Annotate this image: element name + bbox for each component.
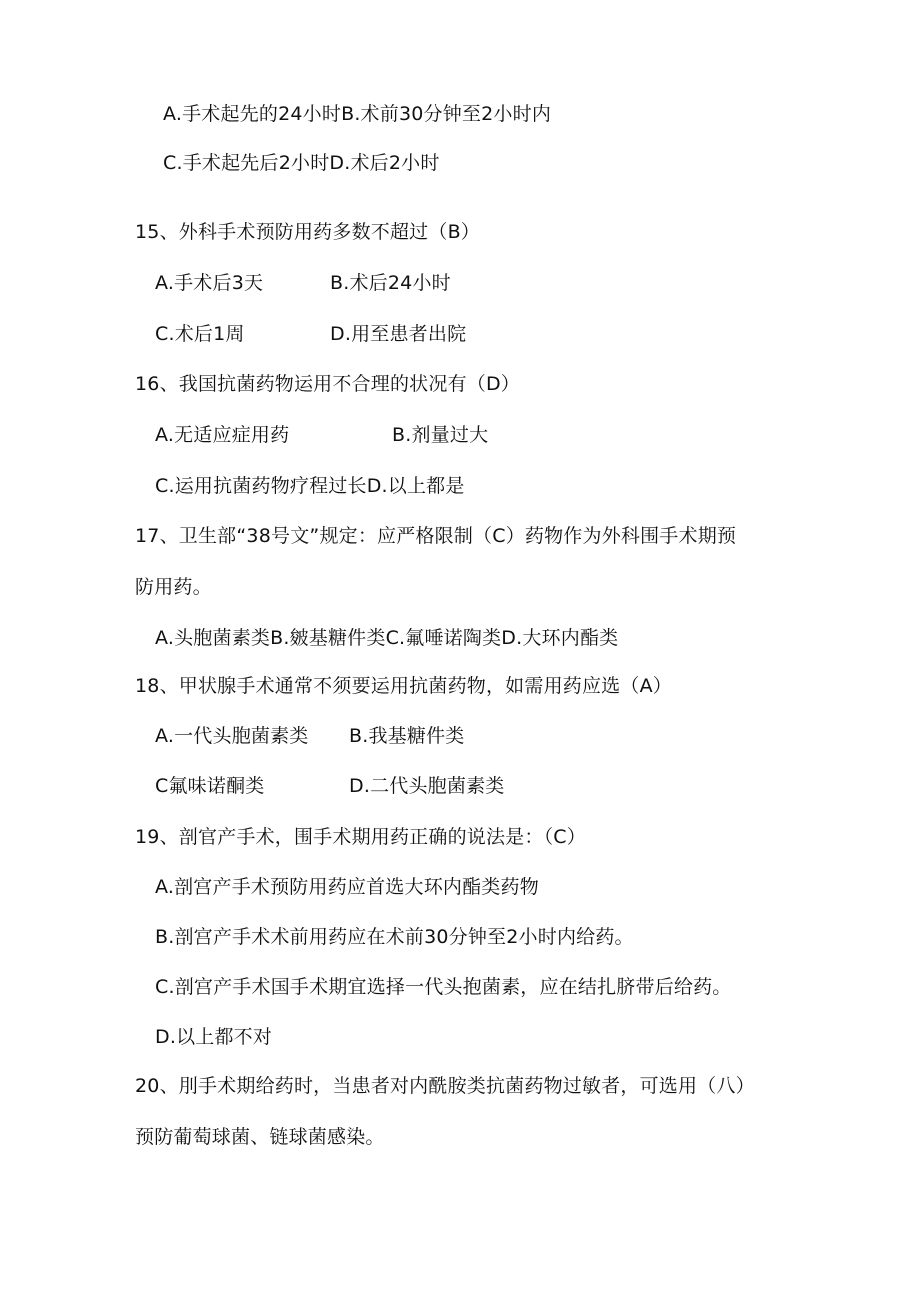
q20-question-line1: 20、刖手术期给药时，当患者对内酰胺类抗菌药物过敏者，可选用（八） <box>135 1075 755 1097</box>
q14-options-cd: C.手术起先后2小时D.术后2小时 <box>163 152 440 174</box>
q19-option-b: B.剖宫产手术术前用药应在术前30分钟至2小时内给药。 <box>155 926 634 948</box>
q15-option-a: A.手术后3天 <box>155 272 264 294</box>
q15-question: 15、外科手术预防用药多数不超过（B） <box>135 221 481 243</box>
q14-options-ab: A.手术起先的24小时B.术前30分钟至2小时内 <box>163 103 552 125</box>
q20-question-line2: 预防葡萄球菌、链球菌感染。 <box>135 1126 385 1148</box>
q18-option-b: B.我基糖件类 <box>349 725 465 747</box>
q16-question: 16、我国抗菌药物运用不合理的状况有（D） <box>135 373 521 395</box>
q18-option-a: A.一代头胞菌素类 <box>155 725 309 747</box>
q19-option-c: C.剖宫产手术国手术期宜选择一代头抱菌素，应在结扎脐带后给药。 <box>155 976 732 998</box>
q19-option-a: A.剖宫产手术预防用药应首选大环内酯类药物 <box>155 876 539 898</box>
q16-option-a: A.无适应症用药 <box>155 424 290 446</box>
q18-question: 18、甲状腺手术通常不须要运用抗菌药物，如需用药应选（A） <box>135 675 672 697</box>
q17-options: A.头胞菌素类B.皴基糖件类C.氟唾诺陶类D.大环内酯类 <box>155 627 619 649</box>
q18-option-c: C氟味诺酮类 <box>155 775 265 797</box>
q19-option-d: D.以上都不对 <box>155 1026 273 1048</box>
q16-options-cd: C.运用抗菌药物疗程过长D.以上都是 <box>155 475 465 497</box>
q17-question-line2: 防用药。 <box>135 576 212 598</box>
q15-option-d: D.用至患者出院 <box>330 323 467 345</box>
q17-question-line1: 17、卫生部“38号文”规定：应严格限制（C）药物作为外科围手术期预 <box>135 525 737 547</box>
q16-option-b: B.剂量过大 <box>392 424 489 446</box>
q15-option-c: C.术后1周 <box>155 323 245 345</box>
q18-option-d: D.二代头胞菌素类 <box>349 775 505 797</box>
q15-option-b: B.术后24小时 <box>330 272 451 294</box>
q19-question: 19、剖官产手术，围手术期用药正确的说法是：（C） <box>135 826 586 848</box>
